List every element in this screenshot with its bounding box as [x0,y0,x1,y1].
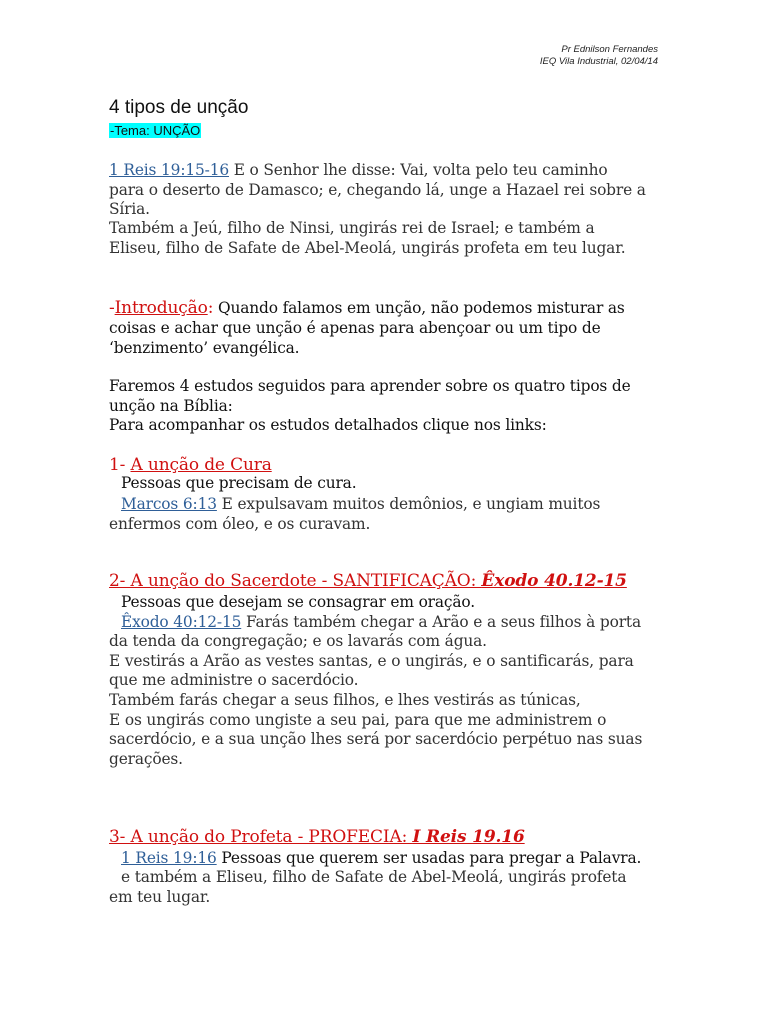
section-2-title-ref[interactable]: Êxodo 40.12-15 [481,571,627,591]
section-2-subtitle: Pessoas que desejam se consagrar em oração. [121,593,475,611]
estudos-line-2: unção na Bíblia: [109,397,233,415]
section-3-text-line-2: e também a Eliseu, filho de Safate de Abel-Meolá, ungirás profeta [121,868,627,886]
section-1-subtitle: Pessoas que precisam de cura. [121,474,357,492]
link-1-reis-19-15-16[interactable]: 1 Reis 19:15-16 [109,161,229,179]
section-3-title-ref[interactable]: I Reis 19.16 [412,827,525,847]
page-title: 4 tipos de unção [109,97,249,118]
section-1-heading: 1- A unção de Cura [109,455,272,475]
section-1-text-line-2: enfermos com óleo, e os curavam. [109,515,371,533]
estudos-line-1: Faremos 4 estudos seguidos para aprender sobre os quatro tipos de [109,377,631,395]
section-2-text-line-6: E os ungirás como ungiste a seu pai, para que me administrem o [109,711,607,729]
intro-passage-line-3: Síria. [109,200,150,218]
section-2-text-line-7: sacerdócio, e a sua unção lhes será por sacerdócio perpétuo nas suas [109,730,643,748]
section-2-text-line-2: da tenda da congregação; e os lavarás com água. [109,632,487,650]
section-2-text-line-3: E vestirás a Arão as vestes santas, e o ungirás, e o santificarás, para [109,652,634,670]
link-uncao-profeta[interactable]: 3- A unção do Profeta - PROFECIA: [109,827,413,847]
intro-passage-line-1: 1 Reis 19:15-16 E o Senhor lhe disse: Vai, volta pelo teu caminho [109,161,608,179]
intro-passage-line-4: Também a Jeú, filho de Ninsi, ungirás rei de Israel; e também a [109,219,595,237]
section-3-heading [109,827,525,847]
introducao-line-3: ‘benzimento’ evangélica. [109,339,300,357]
introducao-line-2: coisas e achar que unção é apenas para abençoar ou um tipo de [109,319,601,337]
intro-passage-line-2: para o deserto de Damasco; e, chegando lá, unge a Hazael rei sobre a [109,181,646,199]
link-uncao-sacerdote[interactable]: 2- A unção do Sacerdote - SANTIFICAÇÃO: [109,571,482,591]
section-2-text-line-4: que me administre o sacerdócio. [109,671,359,689]
intro-passage-line-5: Eliseu, filho de Safate de Abel-Meolá, ungirás profeta em teu lugar. [109,239,626,257]
section-2-text-line-5: Também farás chegar a seus filhos, e lhes vestirás as túnicas, [109,691,581,709]
section-1-text-line-1: Marcos 6:13 E expulsavam muitos demônios, e ungiam muitos [121,495,601,513]
link-marcos-6-13[interactable]: Marcos 6:13 [121,495,217,513]
header-place-date: IEQ Vila Industrial, 02/04/14 [539,56,658,67]
link-exodo-40-12-15[interactable]: Êxodo 40:12-15 [121,613,242,631]
link-uncao-de-cura[interactable]: A unção de Cura [130,455,272,475]
section-2-heading [109,571,627,591]
link-1-reis-19-16[interactable]: 1 Reis 19:16 [121,849,217,867]
estudos-line-3: Para acompanhar os estudos detalhados clique nos links: [109,416,547,434]
section-3-text-line-1: 1 Reis 19:16 Pessoas que querem ser usadas para pregar a Palavra. [121,849,642,867]
tema-highlight: -Tema: UNÇÃO [110,123,201,138]
section-2-text-line-8: gerações. [109,750,183,768]
section-2-text-line-1: Êxodo 40:12-15 Farás também chegar a Arão e a seus filhos à porta [121,613,641,631]
introducao-line-1: -Introdução: Quando falamos em unção, não podemos misturar as [109,298,625,318]
section-3-text-line-3: em teu lugar. [109,888,211,906]
introducao-label: Introdução [114,298,208,318]
header-author: Pr Ednilson Fernandes [561,44,658,55]
